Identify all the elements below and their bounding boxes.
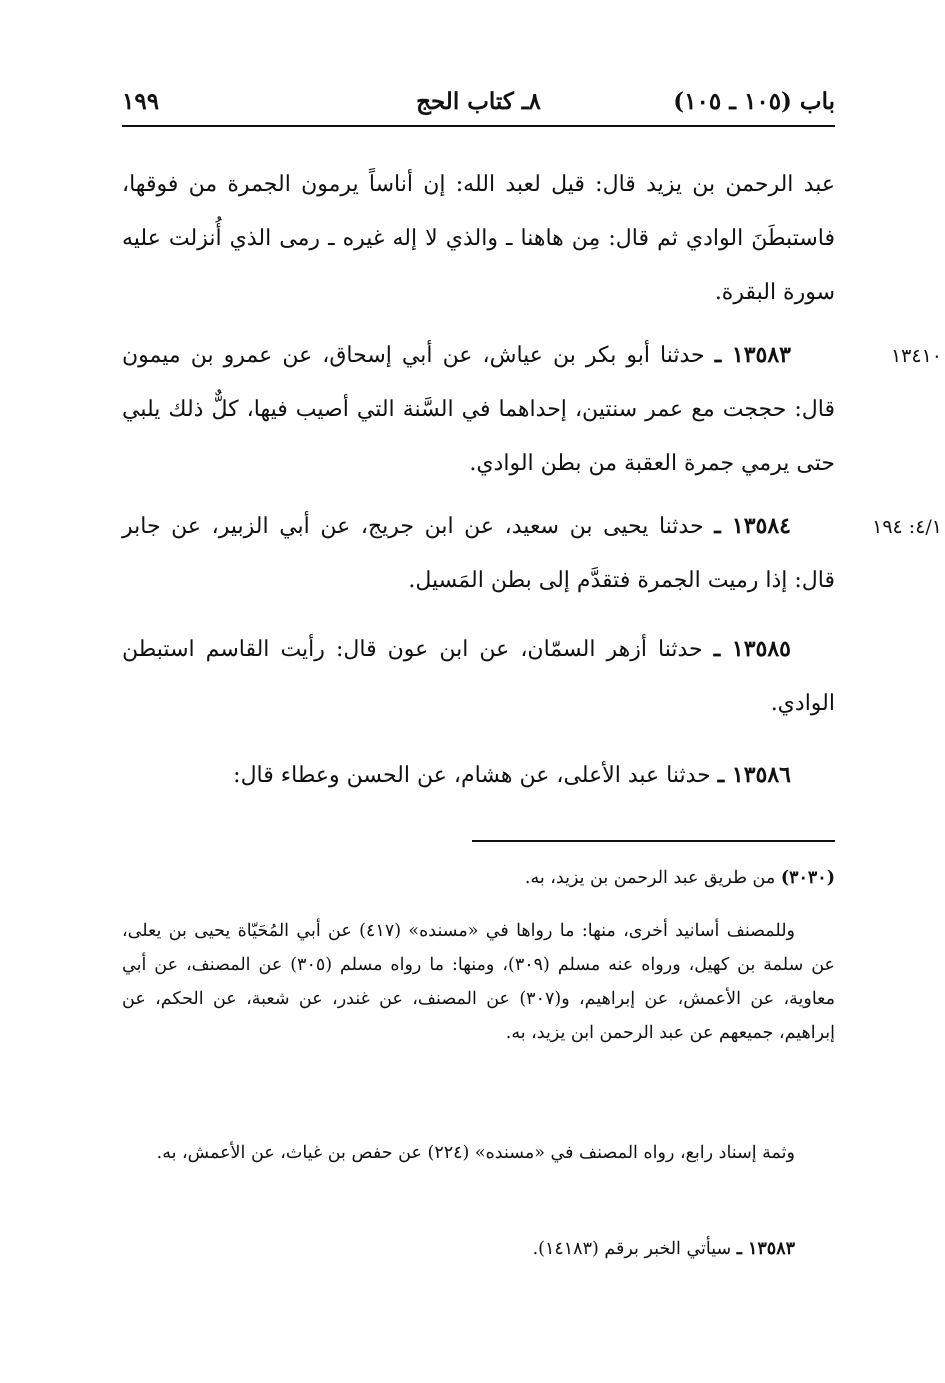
margin-reference: ١٣٤١٠	[890, 345, 942, 367]
hadith-paragraph	[122, 499, 835, 608]
footnote-text: من طريق عبد الرحمن بن يزيد، به.	[524, 868, 776, 888]
footnote	[122, 861, 835, 895]
hadith-number: ١٣٥٨٥ ـ	[713, 636, 791, 662]
footnote-text: وثمة إسناد رابع، رواه المصنف في «مسنده» (٢٢٤) عن حفص بن غياث، عن الأعمش، به.	[156, 1143, 795, 1163]
footnote-number: ١٣٥٨٣ ـ	[736, 1239, 795, 1259]
hadith-text: حدثنا عبد الأعلى، عن هشام، عن الحسن وعطاء قال:	[233, 763, 711, 788]
header-chapter: باب (١٠٥ ـ ١٠٥)	[673, 88, 835, 115]
footnote-text: وللمصنف أسانيد أخرى، منها: ما رواها في «مسنده» (٤١٧) عن أبي المُحَيّاة يحيى بن يعلى، عن سلمة بن كهيل، ورواه عنه مسلم (٣٠٩)، ومنها: ما رواه مسلم (٣٠٥) عن المصنف، عن أبي معاوية، عن الأعمش، عن إبراهيم، و(٣٠٧) عن المصنف، عن غندر، عن شعبة، عن الحكم، عن إبراهيم، جميعهم عن عبد الرحمن ابن يزيد، به.	[122, 921, 835, 1043]
footnote-separator	[472, 840, 835, 842]
footnote	[122, 914, 835, 1050]
page-number: ١٩٩	[122, 88, 160, 115]
hadith-text: حدثنا أبو بكر بن عياش، عن أبي إسحاق، عن عمرو بن ميمون قال: حججت مع عمر سنتين، إحداهما في السَّنة التي أصيب فيها، كلٌّ ذلك يلبي حتى يرمي جمرة العقبة من بطن الوادي.	[122, 343, 835, 476]
footnote	[122, 1232, 835, 1266]
header-book-title: ٨ـ كتاب الحج	[416, 88, 541, 115]
hadith-paragraph	[122, 622, 835, 731]
hadith-paragraph	[122, 328, 835, 491]
header-rule	[122, 125, 835, 127]
margin-reference: ٤/١: ١٩٤	[872, 516, 942, 538]
footnote	[122, 1136, 835, 1170]
paragraph-text: عبد الرحمن بن يزيد قال: قيل لعبد الله: إن أناساً يرمون الجمرة من فوقها، فاستبطَنَ الوادي ثم قال: مِن هاهنا ـ والذي لا إله غيره ـ رمى الذي أُنزلت عليه سورة البقرة.	[122, 172, 835, 305]
hadith-paragraph	[122, 748, 835, 803]
hadith-text: حدثنا يحيى بن سعيد، عن ابن جريج، عن أبي الزبير، عن جابر قال: إذا رميت الجمرة فتقدَّم إلى بطن المَسيل.	[122, 514, 835, 593]
footnote-text: سيأتي الخبر برقم (١٤١٨٣).	[532, 1239, 732, 1259]
hadith-number: ١٣٥٨٣ ـ	[714, 342, 791, 368]
running-header	[122, 82, 835, 122]
paragraph-continuation	[122, 158, 835, 320]
hadith-number: ١٣٥٨٦ ـ	[717, 762, 791, 788]
hadith-text: حدثنا أزهر السمّان، عن ابن عون قال: رأيت القاسم استبطن الوادي.	[122, 637, 835, 716]
hadith-number: ١٣٥٨٤ ـ	[714, 513, 791, 539]
footnote-number: (٣٠٣٠)	[780, 868, 835, 888]
